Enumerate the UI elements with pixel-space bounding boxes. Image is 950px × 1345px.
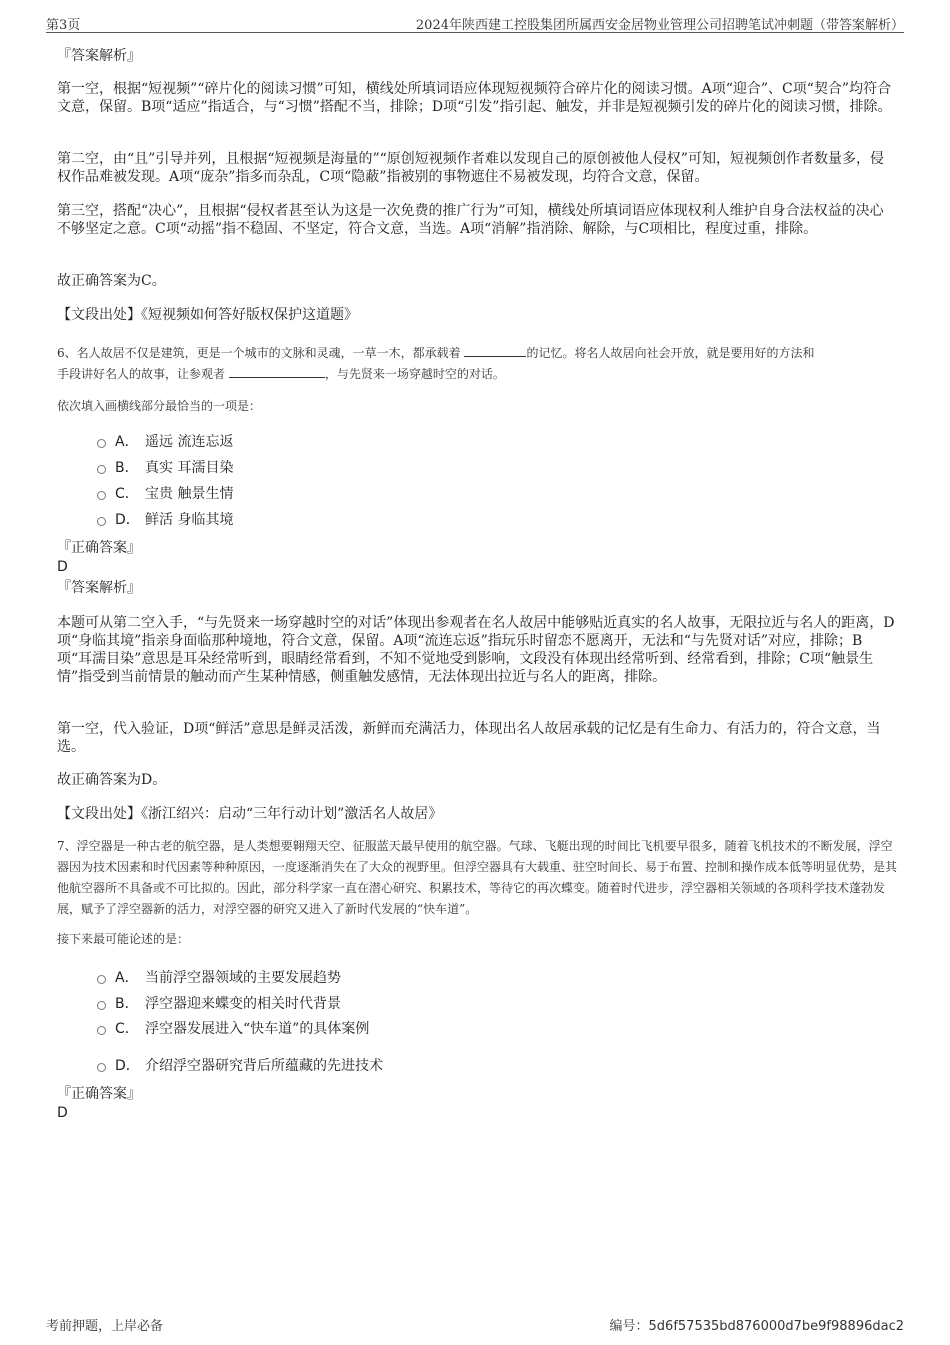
page-number: 第3页 [46, 18, 81, 33]
q5-analysis-label: 『答案解析』 [57, 48, 141, 64]
document-title: 2024年陕西建工控股集团所属西安金居物业管理公司招聘笔试冲刺题（带答案解析） [415, 18, 904, 33]
blank-2 [229, 365, 325, 378]
q6-analysis-label: 『答案解析』 [57, 580, 141, 596]
q6-source [57, 805, 897, 823]
radio-icon[interactable] [97, 439, 106, 448]
q6-prompt: 依次填入画横线部分最恰当的一项是： [57, 399, 262, 413]
q6-conclusion: 故正确答案为D。 [57, 772, 167, 788]
page-header [46, 12, 904, 33]
document-code: 编号：5d6f57535bd876000d7be9f98896dac2 [609, 1319, 904, 1334]
q6-option-d[interactable]: D． 鲜活 身临其境 [97, 510, 233, 530]
q7-prompt: 接下来最可能论述的是： [57, 932, 190, 946]
q5-analysis-p2: 第二空，由“且”引导并列，且根据“短视频是海量的”“原创短视频作者难以发现自己的原创被他人侵权”可知，短视频创作者数量多，侵权作品难被发现。A项“庞杂”指多而杂乱，C项“隐蔽”指被别的事物遮住不易被发现，均符合文意，保留。 [57, 151, 884, 185]
q6-option-a[interactable]: A． 遥远 流连忘返 [97, 432, 233, 452]
q7-option-b[interactable]: B． 浮空器迎来蝶变的相关时代背景 [97, 994, 341, 1014]
q6-stem: 6、名人故居不仅是建筑，更是一个城市的文脉和灵魂，一草一木，都承载着 的记忆。将名人故居向社会开放，就是要用好的方法和 手段讲好名人的故事，让参观者 ，与先贤来一场穿越时空的对话。 [57, 346, 815, 381]
q5-source [57, 306, 897, 324]
q6-option-b[interactable]: B． 真实 耳濡目染 [97, 458, 233, 478]
q5-conclusion: 故正确答案为C。 [57, 273, 166, 289]
q7-option-c[interactable]: C． 浮空器发展进入“快车道”的具体案例 [97, 1019, 369, 1039]
q7-option-d[interactable]: D． 介绍浮空器研究背后所蕴藏的先进技术 [97, 1056, 383, 1076]
radio-icon[interactable] [97, 517, 106, 526]
q5-analysis-p1: 第一空，根据“短视频”“碎片化的阅读习惯”可知，横线处所填词语应体现短视频符合碎片化的阅读习惯。A项“迎合”、C项“契合”均符合文意，保留。B项“适应”指适合，与“习惯”搭配不当，排除；D项“引发”指引起、触发，并非是短视频引发的碎片化的阅读习惯，排除。 [57, 81, 892, 115]
radio-icon[interactable] [97, 1001, 106, 1010]
footer-slogan: 考前押题，上岸必备 [46, 1319, 164, 1334]
radio-icon[interactable] [97, 1063, 106, 1072]
q7-stem: 7、浮空器是一种古老的航空器，是人类想要翱翔天空、征服蓝天最早使用的航空器。气球、飞艇出现的时间比飞机要早很多，随着飞机技术的不断发展，浮空器因为技术因素和时代因素等种种原因，一度逐渐消失在了大众的视野里。但浮空器具有大载重、驻空时间长、易于布置、控制和操作成本低等明显优势，是其他航空器所不具备或不可比拟的。因此，部分科学家一直在潜心研究、积累技术，等待它的再次蝶变。随着时代进步，浮空器相关领域的各项科学技术蓬勃发展，赋予了浮空器新的活力，对浮空器的研究又进入了新时代发展的“快车道”。 [57, 839, 898, 916]
q6-correct-label: 『正确答案』 [57, 540, 141, 556]
radio-icon[interactable] [97, 975, 106, 984]
radio-icon[interactable] [97, 491, 106, 500]
radio-icon[interactable] [97, 1026, 106, 1035]
q6-analysis-p1: 本题可从第二空入手，“与先贤来一场穿越时空的对话”体现出参观者在名人故居中能够贴近真实的名人故事，无限拉近与名人的距离，D项“身临其境”指亲身面临那种境地，符合文意，保留。A项“流连忘返”指玩乐时留恋不愿离开，无法和“与先贤对话”对应，排除；B项“耳濡目染”意思是耳朵经常听到，眼睛经常看到，不知不觉地受到影响，文段没有体现出经常听到、经常看到，排除；C项“触景生情”指受到当前情景的触动而产生某种情感，侧重触发感情，无法体现出拉近与名人的距离，排除。 [57, 615, 895, 685]
q6-option-c[interactable]: C． 宝贵 触景生情 [97, 484, 233, 504]
source-title: 《短视频如何答好版权保护这道题》 [141, 307, 358, 323]
q6-answer: D [57, 559, 68, 575]
q7-answer: D [57, 1105, 68, 1121]
q7-option-a[interactable]: A． 当前浮空器领域的主要发展趋势 [97, 968, 341, 988]
source-tag: 【文段出处】 [57, 307, 141, 323]
q6-analysis-p2: 第一空，代入验证，D项“鲜活”意思是鲜灵活泼，新鲜而充满活力，体现出名人故居承载的记忆是有生命力、有活力的，符合文意，当选。 [57, 721, 881, 755]
source-tag: 【文段出处】 [57, 806, 141, 822]
source-title: 《浙江绍兴：启动“三年行动计划”激活名人故居》 [141, 806, 443, 822]
q5-analysis-p3: 第三空，搭配“决心”，且根据“侵权者甚至认为这是一次免费的推广行为”可知，横线处所填词语应体现权利人维护自身合法权益的决心不够坚定之意。C项“动摇”指不稳固、不坚定，符合文意，当选。A项“消解”指消除、解除，与C项相比，程度过重，排除。 [57, 203, 884, 237]
q7-correct-label: 『正确答案』 [57, 1086, 141, 1102]
radio-icon[interactable] [97, 465, 106, 474]
blank-1 [464, 344, 526, 357]
